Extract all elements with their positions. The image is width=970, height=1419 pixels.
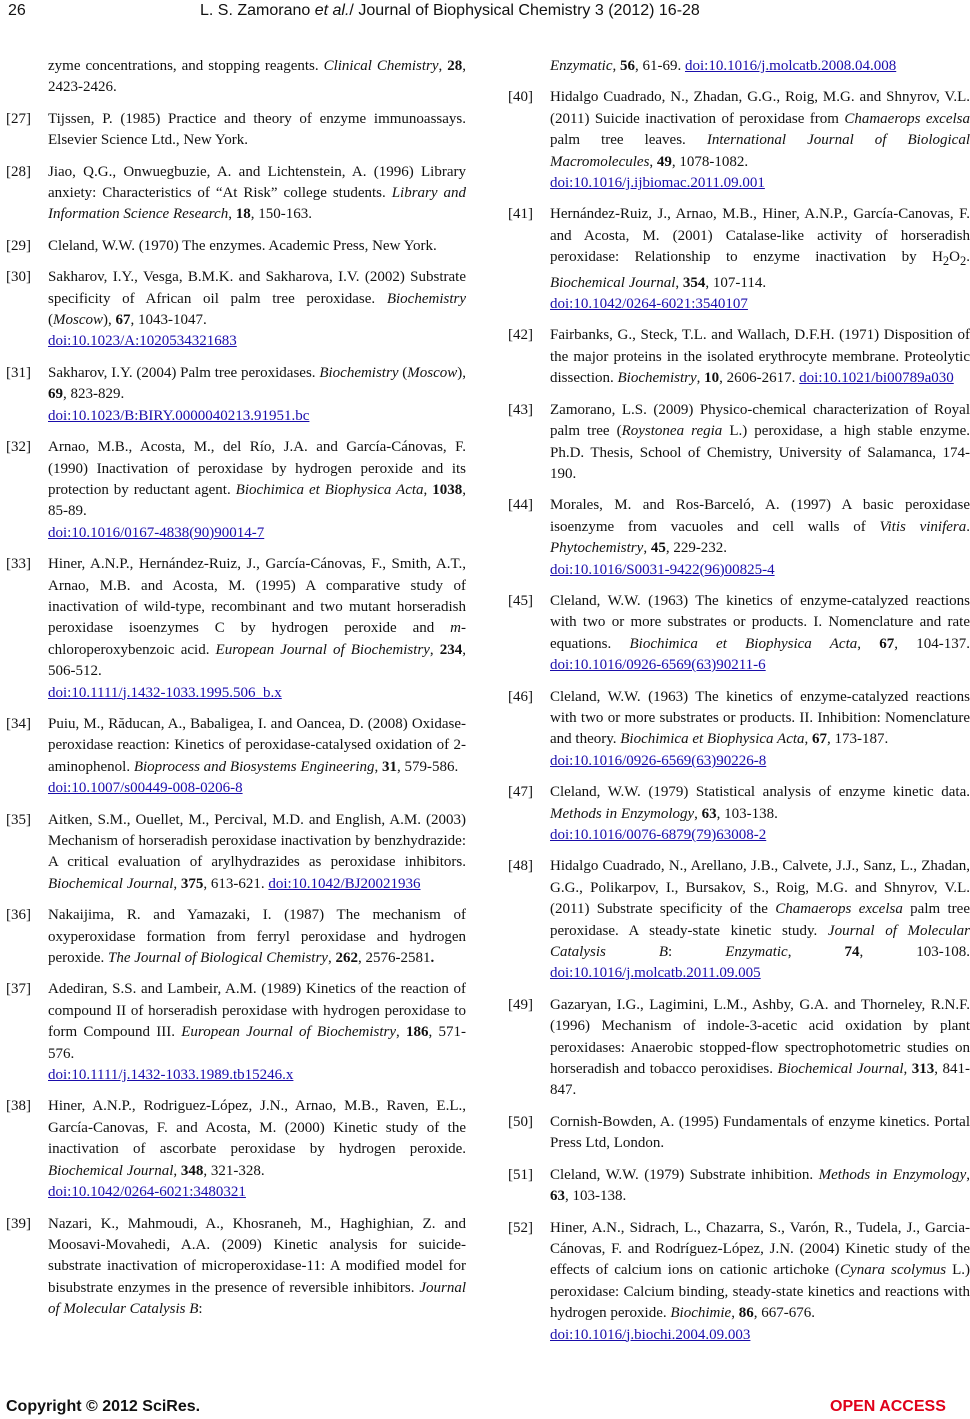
- reference-number: [51]: [508, 1166, 533, 1183]
- doi-link[interactable]: doi:10.1042/BJ20021936: [268, 875, 421, 892]
- doi-link[interactable]: doi:10.1111/j.1432-1033.1995.506_b.x: [48, 684, 282, 701]
- reference-30: [6, 267, 466, 353]
- doi-link[interactable]: doi:10.1016/S0031-9422(96)00825-4: [550, 561, 775, 578]
- reference-number: [36]: [6, 907, 31, 924]
- doi-link[interactable]: doi:10.1016/j.biochi.2004.09.003: [550, 1326, 751, 1343]
- reference-number: [508, 56, 550, 77]
- doi-link[interactable]: doi:10.1021/bi00789a030: [799, 370, 954, 387]
- doi-link[interactable]: doi:10.1016/j.ijbiomac.2011.09.001: [550, 175, 765, 192]
- reference-text: Cleland, W.W. (1979) Substrate inhibition. Methods in Enzymology, 63, 103-138.: [550, 1166, 970, 1205]
- doi-link[interactable]: doi:10.1023/B:BIRY.0000040213.91951.bc: [48, 407, 310, 424]
- reference-text: Nakaijima, R. and Yamazaki, I. (1987) The mechanism of oxyperoxidase formation from ferryl peroxidase and hydrogen peroxide. The Journal of Biological Chemistry, 262, 2576-2581.: [48, 907, 466, 967]
- reference-text: zyme concentrations, and stopping reagents. Clinical Chemistry, 28, 2423-2426.: [48, 58, 466, 96]
- running-header: L. S. Zamorano et al./ Journal of Biophysical Chemistry 3 (2012) 16-28: [200, 2, 700, 19]
- reference-number: [45]: [508, 592, 533, 609]
- reference-text: Sakharov, I.Y. (2004) Palm tree peroxidases. Biochemistry (Moscow), 69, 823-829. doi:10.1023/B:BIRY.0000040213.91951.bc: [48, 364, 467, 424]
- reference-47: [508, 782, 970, 846]
- reference-31: [6, 363, 466, 427]
- reference-text: Enzymatic, 56, 61-69. doi:10.1016/j.molcatb.2008.04.008: [550, 58, 897, 74]
- reference-35: [6, 810, 466, 896]
- reference-number: [41]: [508, 206, 533, 223]
- reference-40: [508, 87, 970, 194]
- doi-link[interactable]: doi:10.1111/j.1432-1033.1989.tb15246.x: [48, 1067, 294, 1084]
- reference-text: Hiner, A.N.P., Rodriguez-López, J.N., Arnao, M.B., Raven, E.L., García-Canovas, F. and Acosta, M. (2000) Kinetic study of the inactivation of ascorbate peroxidase by hydrogen peroxide. Biochemical Journal, 348, 321-328. doi:10.1042/0264-6021:3480321: [48, 1098, 466, 1201]
- doi-link[interactable]: doi:10.1016/0167-4838(90)90014-7: [48, 524, 265, 541]
- reference-number: [33]: [6, 556, 31, 573]
- reference-28: [6, 162, 466, 226]
- reference-text: Zamorano, L.S. (2009) Physico-chemical characterization of Royal palm tree (Roystonea regia L.) peroxidase, a high stable enzyme. Ph.D. Thesis, School of Chemistry, University of Salamanca, 174-190.: [550, 401, 970, 482]
- reference-46: [508, 687, 970, 773]
- reference-29: [6, 236, 466, 257]
- reference-49: [508, 995, 970, 1102]
- reference-text: Morales, M. and Ros-Barceló, A. (1997) A basic peroxidase isoenzyme from vacuoles and cell walls of Vitis vinifera. Phytochemistry, 45, 229-232. doi:10.1016/S0031-9422(96)00825-4: [550, 497, 970, 578]
- reference-text: Aitken, S.M., Ouellet, M., Percival, M.D. and English, A.M. (2003) Mechanism of horseradish peroxidase inactivation by benzhydrazide: A critical evaluation of arylhydrazides as peroxidase inhibitors. Biochemical Journal, 375, 613-621. doi:10.1042/BJ20021936: [48, 811, 466, 892]
- reference-42: [508, 325, 970, 389]
- reference-32: [6, 437, 466, 544]
- reference-number: [28]: [6, 163, 31, 180]
- reference-number: [29]: [6, 237, 31, 254]
- reference-text: Hidalgo Cuadrado, N., Arellano, J.B., Calvete, J.J., Sanz, L., Zhadan, G.G., Polikarpov, I., Bursakov, S., Roig, M.G. and Shnyrov, V.L. (2011) Substrate specificity of the Chamaerops excelsa palm tree peroxidase. A steady-state kinetic study. Journal of Molecular Catalysis B: Enzymatic, 74, 103-108. doi:10.1016/j.molcatb.2011.09.005: [550, 858, 970, 982]
- reference-number: [43]: [508, 401, 533, 418]
- reference-text: Fairbanks, G., Steck, T.L. and Wallach, D.F.H. (1971) Disposition of the major proteins in the isolated erythrocyte membrane. Proteolytic dissection. Biochemistry, 10, 2606-2617. doi:10.1021/bi00789a030: [550, 327, 970, 387]
- reference-number: [52]: [508, 1219, 533, 1236]
- reference-text: Tijssen, P. (1985) Practice and theory of enzyme immunoassays. Elsevier Science Ltd., New York.: [48, 110, 466, 149]
- reference-41: [508, 204, 970, 315]
- reference-text: Hiner, A.N.P., Hernández-Ruiz, J., García-Cánovas, F., Smith, A.T., Arnao, M.B. and Acosta, M. (1995) A comparative study of inactivation of wild-type, recombinant and two mutant horseradish peroxidase isoenzymes C by hydrogen peroxide and m-chloroperoxybenzoic acid. European Journal of Biochemistry, 234, 506-512. doi:10.1111/j.1432-1033.1995.506_b.x: [48, 556, 466, 701]
- reference-text: Arnao, M.B., Acosta, M., del Río, J.A. and García-Cánovas, F. (1990) Inactivation of peroxidase by hydrogen peroxide and its protection by reductant agent. Biochimica et Biophysica Acta, 1038, 85-89. doi:10.1016/0167-4838(90)90014-7: [48, 439, 466, 541]
- reference-continuation: [508, 56, 970, 77]
- left-reference-column: [6, 56, 466, 1331]
- reference-text: Hidalgo Cuadrado, N., Zhadan, G.G., Roig, M.G. and Shnyrov, V.L. (2011) Suicide inactivation of peroxidase from Chamaerops excelsa palm tree leaves. International Journal of Biological Macromolecules, 49, 1078-1082. doi:10.1016/j.ijbiomac.2011.09.001: [550, 89, 970, 192]
- doi-link[interactable]: doi:10.1016/0926-6569(63)90226-8: [550, 752, 767, 769]
- reference-50: [508, 1112, 970, 1155]
- reference-text: Cleland, W.W. (1963) The kinetics of enzyme-catalyzed reactions with two or more substrates or products. I. Nomenclature and rate equations. Biochimica et Biophysica Acta, 67, 104-137. doi:10.1016/0926-6569(63)90211-6: [550, 592, 970, 674]
- reference-text: Hernández-Ruiz, J., Arnao, M.B., Hiner, A.N.P., García-Canovas, F. and Acosta, M. (2001) Catalase-like activity of horseradish peroxidase: Relationship to enzyme inactivation by $H_2O_2$. Biochemical Journal, 354, 107-114. doi:10.1042/0264-6021:3540107: [550, 206, 970, 313]
- reference-number: [47]: [508, 784, 533, 801]
- reference-33: [6, 554, 466, 704]
- doi-link[interactable]: doi:10.1016/0076-6879(79)63008-2: [550, 827, 767, 843]
- reference-text: Adediran, S.S. and Lambeir, A.M. (1989) Kinetics of the reaction of compound II of horseradish peroxidase with hydrogen peroxidase to form Compound III. European Journal of Biochemistry, 186, 571-576. doi:10.1111/j.1432-1033.1989.tb15246.x: [48, 981, 467, 1084]
- reference-number: [46]: [508, 688, 533, 705]
- reference-number: [50]: [508, 1113, 533, 1130]
- reference-text: Cleland, W.W. (1963) The kinetics of enzyme-catalyzed reactions with two or more substrates or products. II. Inhibition: Nomenclature and theory. Biochimica et Biophysica Acta, 67, 173-187. doi:10.1016/0926-6569(63)90226-8: [550, 688, 970, 769]
- doi-link[interactable]: doi:10.1042/0264-6021:3480321: [48, 1184, 246, 1201]
- reference-number: [38]: [6, 1098, 31, 1115]
- reference-number: [42]: [508, 327, 533, 344]
- reference-27: [6, 109, 466, 152]
- reference-text: Jiao, Q.G., Onwuegbuzie, A. and Lichtenstein, A. (1996) Library anxiety: Characteristics of “At Risk” college students. Library and Information Science Research, 18, 150-163.: [48, 163, 467, 223]
- reference-number: [31]: [6, 364, 31, 381]
- reference-number: [34]: [6, 715, 31, 732]
- reference-48: [508, 856, 970, 984]
- doi-link[interactable]: doi:10.1007/s00449-008-0206-8: [48, 780, 243, 797]
- reference-number: [30]: [6, 269, 31, 286]
- reference-text: Nazari, K., Mahmoudi, A., Khosraneh, M., Haghighian, Z. and Moosavi-Movahedi, A.A. (2009) Kinetic analysis for suicide-substrate inactivation of microperoxidase-11: A modified model for bisubstrate enzymes in the presence of reversible inhibitors. Journal of Molecular Catalysis B:: [48, 1215, 466, 1318]
- reference-number: [39]: [6, 1215, 31, 1232]
- reference-number: [27]: [6, 110, 31, 127]
- reference-38: [6, 1096, 466, 1203]
- reference-text: Cleland, W.W. (1979) Statistical analysis of enzyme kinetic data. Methods in Enzymology, 63, 103-138. doi:10.1016/0076-6879(79)63008-2: [550, 784, 970, 843]
- doi-link[interactable]: doi:10.1016/j.molcatb.2008.04.008: [684, 58, 897, 74]
- reference-37: [6, 979, 466, 1086]
- reference-number: [37]: [6, 981, 31, 998]
- reference-text: Puiu, M., Răducan, A., Babaligea, I. and Oancea, D. (2008) Oxidase-peroxidase reaction: Kinetics of peroxidase-catalysed oxidation of 2-aminophenol. Bioprocess and Biosystems Engineering, 31, 579-586. doi:10.1007/s00449-008-0206-8: [48, 715, 466, 797]
- doi-link[interactable]: doi:10.1023/A:1020534321683: [48, 333, 237, 350]
- right-reference-column: [508, 56, 970, 1356]
- reference-number: [6, 56, 48, 99]
- footer-copyright: Copyright © 2012 SciRes.: [6, 1398, 201, 1415]
- reference-52: [508, 1218, 970, 1346]
- reference-text: Sakharov, I.Y., Vesga, B.M.K. and Sakharova, I.V. (2002) Substrate specificity of African oil palm tree peroxidase. Biochemistry (Moscow), 67, 1043-1047. doi:10.1023/A:1020534321683: [48, 269, 466, 350]
- reference-continuation: [6, 56, 466, 99]
- reference-39: [6, 1214, 466, 1321]
- reference-text: Hiner, A.N., Sidrach, L., Chazarra, S., Varón, R., Tudela, J., Garcia-Cánovas, F. and Rodríguez-López, J.N. (2004) Kinetic study of the effects of calcium ions on cationic artichoke (Cynara scolymus L.) peroxidase: Calcium binding, steady-state kinetics and reactions with hydrogen peroxide. Biochimie, 86, 667-676. doi:10.1016/j.biochi.2004.09.003: [550, 1219, 970, 1343]
- reference-number: [44]: [508, 497, 533, 514]
- reference-text: Cleland, W.W. (1970) The enzymes. Academic Press, New York.: [48, 237, 437, 254]
- reference-number: [32]: [6, 439, 31, 456]
- reference-number: [35]: [6, 811, 31, 828]
- doi-link[interactable]: doi:10.1016/0926-6569(63)90211-6: [550, 657, 766, 674]
- reference-text: Gazaryan, I.G., Lagimini, L.M., Ashby, G.A. and Thorneley, R.N.F. (1996) Mechanism of indole-3-acetic acid oxidation by plant peroxidases: Anaerobic stopped-flow spectrophotometric studies on horseradish and tobacco peroxidises. Biochemical Journal, 313, 841-847.: [550, 996, 970, 1099]
- reference-text: Cornish-Bowden, A. (1995) Fundamentals of enzyme kinetics. Portal Press Ltd, London.: [550, 1113, 970, 1152]
- header-authors: L. S. Zamorano: [200, 2, 311, 19]
- reference-34: [6, 714, 466, 800]
- reference-number: [49]: [508, 996, 533, 1013]
- reference-45: [508, 591, 970, 677]
- header-journal: Journal of Biophysical Chemistry 3 (2012) 16-28: [358, 2, 700, 19]
- doi-link[interactable]: doi:10.1042/0264-6021:3540107: [550, 296, 748, 313]
- reference-43: [508, 400, 970, 486]
- reference-51: [508, 1165, 970, 1208]
- reference-36: [6, 905, 466, 969]
- header-etal: et al.: [314, 2, 350, 19]
- doi-link[interactable]: doi:10.1016/j.molcatb.2011.09.005: [550, 965, 761, 982]
- reference-44: [508, 495, 970, 581]
- page-number: 26: [8, 2, 26, 19]
- footer-open-access: OPEN ACCESS: [830, 1398, 946, 1415]
- reference-number: [40]: [508, 89, 533, 106]
- reference-number: [48]: [508, 858, 533, 875]
